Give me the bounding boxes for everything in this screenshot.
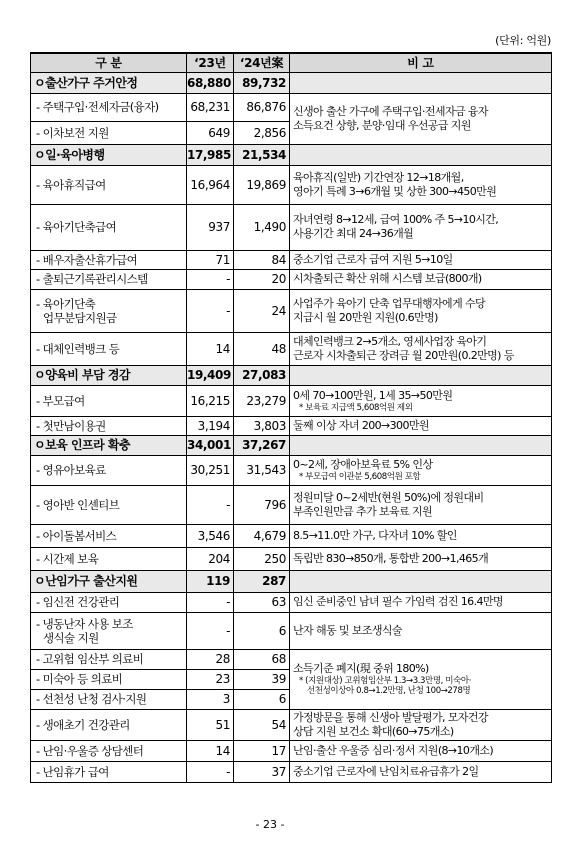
- unit-label: (단위: 억원): [495, 34, 551, 47]
- value-2023: 68,231: [187, 93, 234, 121]
- row-label: - 대체인력뱅크 등: [31, 332, 187, 365]
- value-2023: 3,546: [187, 524, 234, 547]
- value-2023: 3,194: [187, 416, 234, 435]
- row-label: - 이차보전 지원: [31, 121, 187, 144]
- page-number: - 23 -: [255, 818, 285, 831]
- row-note: 독립반 830→850개, 통합반 200→1,465개: [290, 547, 552, 570]
- value-2023: 34,001: [187, 435, 234, 455]
- section-row: [31, 570, 552, 592]
- value-2024: 1,490: [234, 204, 290, 250]
- row-note: [290, 385, 552, 416]
- row-label: - 시간제 보육: [31, 547, 187, 570]
- value-2024: 20: [234, 269, 290, 289]
- table-row: [31, 289, 552, 332]
- value-2024: 54: [234, 709, 290, 740]
- value-2023: -: [187, 612, 234, 649]
- row-note: 사업주가 육아기 단축 업무대행자에게 수당 지급시 월 20만원 지원(0.6만명): [290, 289, 552, 332]
- value-2024: 250: [234, 547, 290, 570]
- table-row: [31, 485, 552, 524]
- value-2024: 39: [234, 669, 290, 689]
- row-label: - 난임·우울증 상담센터: [31, 740, 187, 761]
- row-note: 자녀연령 8→12세, 급여 100% 주 5→10시간, 사용기간 최대 24→36개월: [290, 204, 552, 250]
- row-label: - 주택구입·전세자금(융자): [31, 93, 187, 121]
- value-2023: -: [187, 761, 234, 782]
- row-note: 임신 준비중인 남녀 필수 가임력 검진 16.4만명: [290, 592, 552, 612]
- row-label: - 고위험 임산부 의료비: [31, 649, 187, 669]
- row-label: ㅇ일·육아병행: [31, 144, 187, 165]
- header-2024: ‘24년案: [234, 53, 290, 72]
- table-row: [31, 592, 552, 612]
- table-row: [31, 204, 552, 250]
- row-note-main: 소득기준 폐지(現 중위 180%): [293, 662, 429, 675]
- row-note-main: 0세 70→100만원, 1세 35→50만원: [293, 388, 453, 402]
- value-2024: 48: [234, 332, 290, 365]
- row-label: - 육아휴직급여: [31, 165, 187, 204]
- value-2024: 31,543: [234, 455, 290, 485]
- table-row: [31, 165, 552, 204]
- row-note: 둘째 이상 자녀 200→300만원: [290, 416, 552, 435]
- row-label: ㅇ양육비 부담 경감: [31, 365, 187, 385]
- row-label: - 생애초기 건강관리: [31, 709, 187, 740]
- value-2023: 16,964: [187, 165, 234, 204]
- row-note: 난자 해동 및 보조생식술: [290, 612, 552, 649]
- row-label: - 영유아보육료: [31, 455, 187, 485]
- row-label: - 육아기단축 업무분담지원금: [31, 289, 187, 332]
- table-row: [31, 761, 552, 782]
- row-note-main: 0~2세, 장애아보육료 5% 인상: [293, 458, 433, 471]
- row-note: [290, 455, 552, 485]
- row-note: [290, 144, 552, 165]
- row-note: 대체인력뱅크 2→5개소, 영세사업장 육아기 근로자 시차출퇴근 장려금 월 20만원(0.2만명) 등: [290, 332, 552, 365]
- row-note: 시차출퇴근 확산 위해 시스템 보급(800개): [290, 269, 552, 289]
- row-label: - 출퇴근기록관리시스템: [31, 269, 187, 289]
- row-label: ㅇ난임가구 출산지원: [31, 570, 187, 592]
- row-note: 정원미달 0~2세반(현원 50%)에 정원대비 부족인원만큼 추가 보육료 지원: [290, 485, 552, 524]
- value-2024: 6: [234, 689, 290, 709]
- table-row: [31, 612, 552, 649]
- value-2023: 51: [187, 709, 234, 740]
- value-2023: -: [187, 592, 234, 612]
- value-2024: 23,279: [234, 385, 290, 416]
- row-note: [290, 365, 552, 385]
- value-2024: 796: [234, 485, 290, 524]
- row-label: - 육아기단축급여: [31, 204, 187, 250]
- table-row: [31, 649, 552, 669]
- value-2023: -: [187, 289, 234, 332]
- value-2024: 17: [234, 740, 290, 761]
- value-2024: 287: [234, 570, 290, 592]
- value-2023: 19,409: [187, 365, 234, 385]
- value-2023: 17,985: [187, 144, 234, 165]
- table-row: [31, 332, 552, 365]
- table-row: [31, 455, 552, 485]
- value-2023: 28: [187, 649, 234, 669]
- table-row: [31, 709, 552, 740]
- table-row: [31, 93, 552, 121]
- value-2023: 204: [187, 547, 234, 570]
- value-2024: 89,732: [234, 72, 290, 93]
- row-note: [290, 72, 552, 93]
- value-2023: 23: [187, 669, 234, 689]
- value-2023: 119: [187, 570, 234, 592]
- section-row: [31, 435, 552, 455]
- value-2024: 37: [234, 761, 290, 782]
- table-row: [31, 250, 552, 269]
- value-2024: 4,679: [234, 524, 290, 547]
- row-label: - 난임휴가 급여: [31, 761, 187, 782]
- header-category: 구 분: [31, 53, 187, 72]
- row-label: - 선천성 난청 검사·지원: [31, 689, 187, 709]
- row-label: - 미숙아 등 의료비: [31, 669, 187, 689]
- header-2023: ‘23년: [187, 53, 234, 72]
- row-note: 신생아 출산 가구에 주택구입·전세자금 융자 소득요건 상향, 분양·임대 우선공급 지원: [290, 93, 552, 144]
- row-label: - 배우자출산휴가급여: [31, 250, 187, 269]
- row-note: 8.5→11.0만 가구, 다자녀 10% 할인: [290, 524, 552, 547]
- value-2023: 937: [187, 204, 234, 250]
- section-row: [31, 365, 552, 385]
- row-note: [290, 570, 552, 592]
- table-row: [31, 547, 552, 570]
- row-note: 난임·출산 우울증 심리·정서 지원(8→10개소): [290, 740, 552, 761]
- value-2024: 6: [234, 612, 290, 649]
- table-row: [31, 269, 552, 289]
- row-label: ㅇ보육 인프라 확충: [31, 435, 187, 455]
- row-note-sub: * (지원대상) 고위험임산부 1.3→3.3만명, 미숙아· 선천성이상아 0.8→1.2만명, 난청 100→278명: [299, 676, 472, 696]
- section-row: [31, 72, 552, 93]
- value-2024: 27,083: [234, 365, 290, 385]
- header-note: 비 고: [290, 53, 552, 72]
- row-label: - 부모급여: [31, 385, 187, 416]
- table-header-row: [31, 53, 552, 72]
- row-label: - 아이돌봄서비스: [31, 524, 187, 547]
- table-row: [31, 416, 552, 435]
- row-note-sub: * 부모급여 이관분 5,608억원 포함: [299, 472, 421, 482]
- row-label: ㅇ출산가구 주거안정: [31, 72, 187, 93]
- row-label: - 영아반 인센티브: [31, 485, 187, 524]
- value-2023: 649: [187, 121, 234, 144]
- row-label: - 냉동난자 사용 보조 생식술 지원: [31, 612, 187, 649]
- row-label: - 첫만남이용권: [31, 416, 187, 435]
- value-2024: 84: [234, 250, 290, 269]
- row-label: - 임신전 건강관리: [31, 592, 187, 612]
- value-2024: 63: [234, 592, 290, 612]
- value-2024: 2,856: [234, 121, 290, 144]
- row-note: 가정방문을 통해 신생아 발달평가, 모자건강 상담 지원 보건소 확대(60→75개소): [290, 709, 552, 740]
- value-2024: 37,267: [234, 435, 290, 455]
- row-note: 중소기업 근로자에 난임치료유급휴가 2일: [290, 761, 552, 782]
- table-row: [31, 524, 552, 547]
- value-2024: 86,876: [234, 93, 290, 121]
- value-2023: 14: [187, 332, 234, 365]
- value-2024: 21,534: [234, 144, 290, 165]
- table-row: [31, 385, 552, 416]
- value-2023: -: [187, 485, 234, 524]
- section-row: [31, 144, 552, 165]
- value-2024: 3,803: [234, 416, 290, 435]
- row-note: [290, 435, 552, 455]
- budget-table: [30, 52, 552, 783]
- value-2023: 14: [187, 740, 234, 761]
- value-2024: 68: [234, 649, 290, 669]
- value-2023: 30,251: [187, 455, 234, 485]
- row-note: 육아휴직(일반) 기간연장 12→18개월, 영아기 특례 3→6개월 및 상한 300→450만원: [290, 165, 552, 204]
- row-note: 중소기업 근로자 급여 지원 5→10일: [290, 250, 552, 269]
- value-2023: -: [187, 269, 234, 289]
- row-note: [290, 649, 552, 709]
- value-2023: 71: [187, 250, 234, 269]
- value-2023: 68,880: [187, 72, 234, 93]
- table-row: [31, 740, 552, 761]
- value-2023: 3: [187, 689, 234, 709]
- row-note-sub: * 보육료 지급액 5,608억원 제외: [299, 402, 413, 413]
- value-2024: 19,869: [234, 165, 290, 204]
- value-2023: 16,215: [187, 385, 234, 416]
- value-2024: 24: [234, 289, 290, 332]
